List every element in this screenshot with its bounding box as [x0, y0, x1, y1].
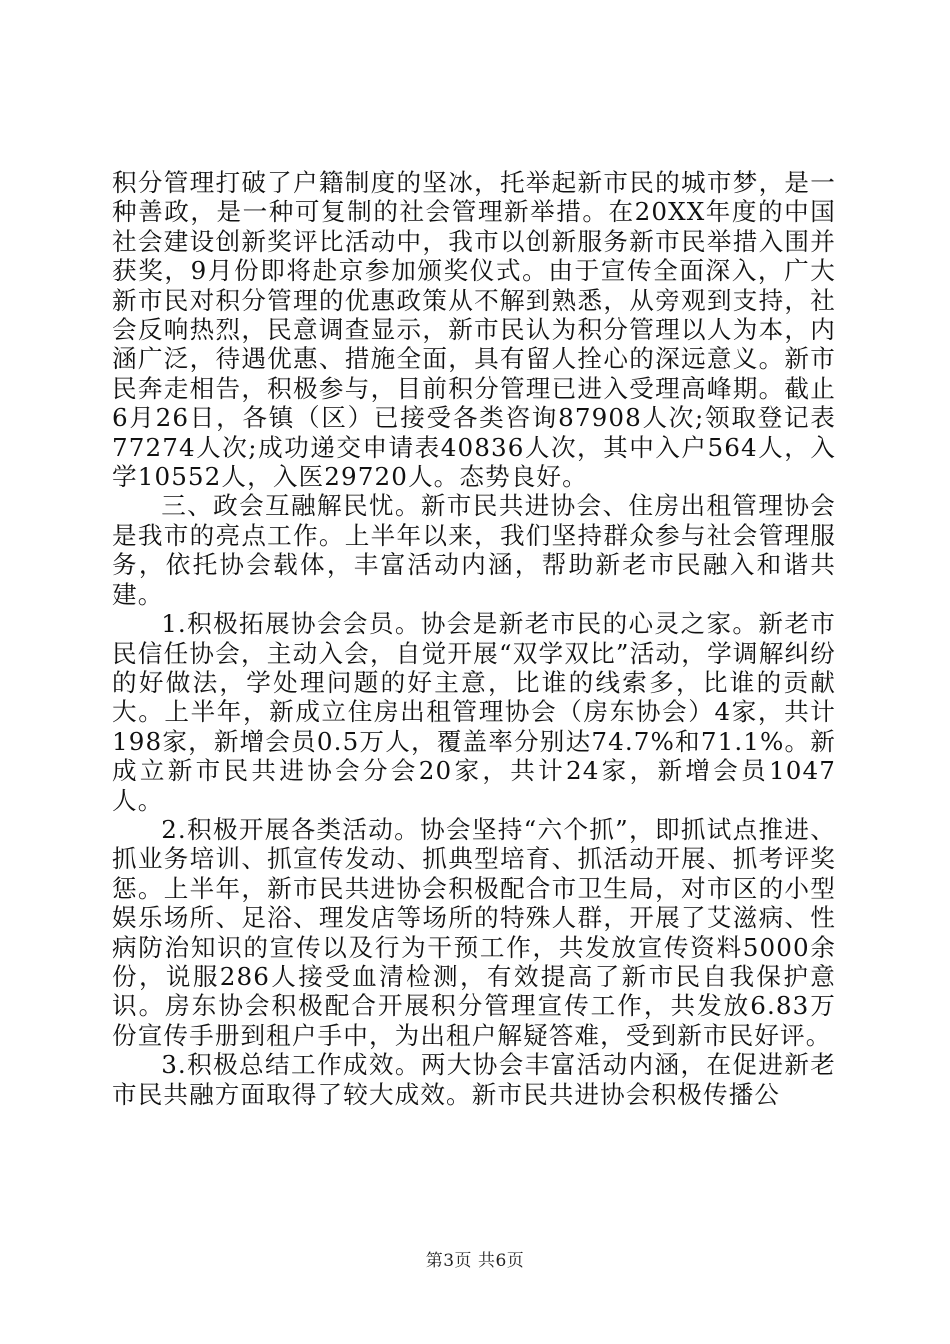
paragraph-item-1: 1.积极拓展协会会员。协会是新老市民的心灵之家。新老市民信任协会，主动入会，自觉开展“双学双比”活动，学调解纠纷的好做法，学处理问题的好主意，比谁的线索多，比谁的贡献大。上半年，新成立住房出租管理协会（房东协会）4家，共计198家，新增会员0.5万人，覆盖率分别达74.7%和71.1%。新成立新市民共进协会分会20家，共计24家，新增会员1047人。 — [112, 609, 836, 815]
document-body — [112, 168, 836, 1109]
paragraph-section-three: 三、政会互融解民忧。新市民共进协会、住房出租管理协会是我市的亮点工作。上半年以来，我们坚持群众参与社会管理服务，依托协会载体，丰富活动内涵，帮助新老市民融入和谐共建。 — [112, 491, 836, 609]
paragraph-points-management-results: 积分管理打破了户籍制度的坚冰，托举起新市民的城市梦，是一种善政，是一种可复制的社会管理新举措。在20XX年度的中国社会建设创新奖评比活动中，我市以创新服务新市民举措入围并获奖，9月份即将赴京参加颁奖仪式。由于宣传全面深入，广大新市民对积分管理的优惠政策从不解到熟悉，从旁观到支持，社会反响热烈，民意调查显示，新市民认为积分管理以人为本，内涵广泛，待遇优惠、措施全面，具有留人拴心的深远意义。新市民奔走相告，积极参与，目前积分管理已进入受理高峰期。截止6月26日，各镇（区）已接受各类咨询87908人次;领取登记表77274人次;成功递交申请表40836人次，其中入户564人，入学10552人，入医29720人。态势良好。 — [112, 168, 836, 492]
paragraph-item-2: 2.积极开展各类活动。协会坚持“六个抓”，即抓试点推进、抓业务培训、抓宣传发动、抓典型培育、抓活动开展、抓考评奖惩。上半年，新市民共进协会积极配合市卫生局，对市区的小型娱乐场所、足浴、理发店等场所的特殊人群，开展了艾滋病、性病防治知识的宣传以及行为干预工作，共发放宣传资料5000余份，说服286人接受血清检测，有效提高了新市民自我保护意识。房东协会积极配合开展积分管理宣传工作，共发放6.83万份宣传手册到租户手中，为出租户解疑答难，受到新市民好评。 — [112, 814, 836, 1050]
paragraph-item-3: 3.积极总结工作成效。两大协会丰富活动内涵，在促进新老市民共融方面取得了较大成效。新市民共进协会积极传播公 — [112, 1050, 836, 1109]
page-number-footer: 第3页 共6页 — [425, 1251, 525, 1271]
